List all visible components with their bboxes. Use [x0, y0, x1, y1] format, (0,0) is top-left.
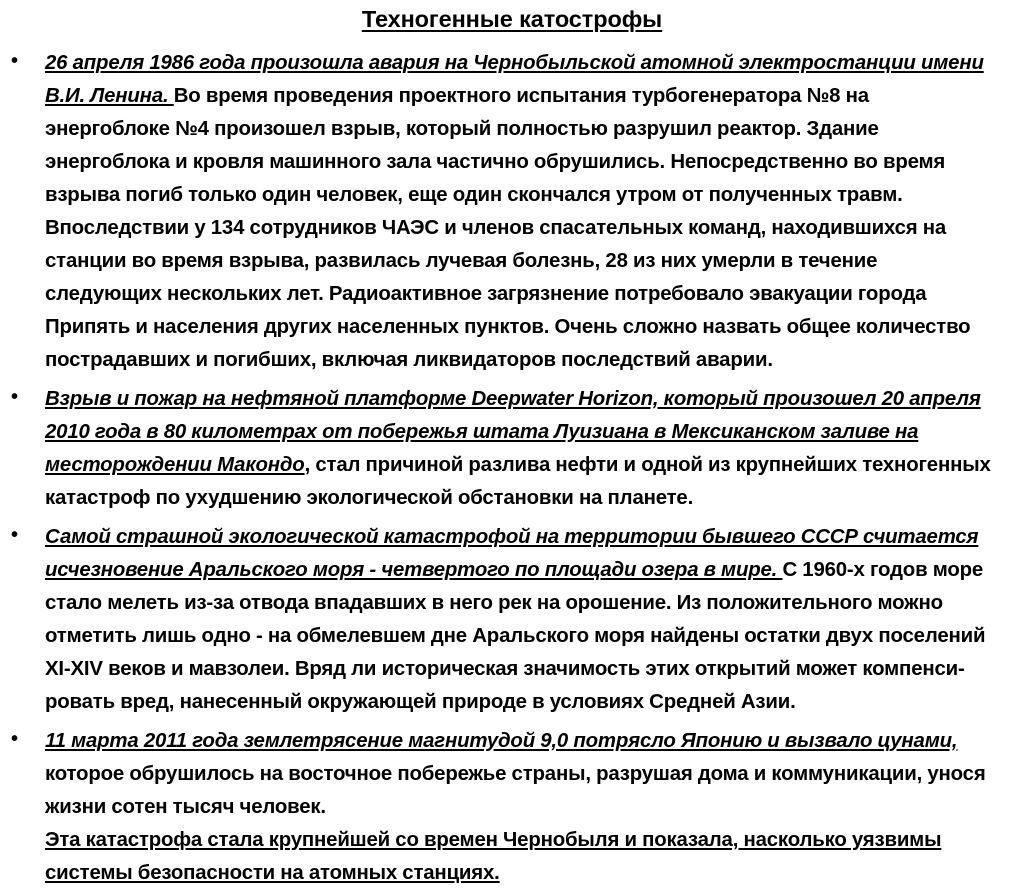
bullet-list [0, 47, 1024, 890]
bullet-lead-text: 11 марта 2011 года землетрясение магнитудой 9,0 потрясло Японию и вызвало цунами, [45, 729, 958, 752]
list-item [0, 47, 1024, 377]
bullet-body-text: Во время проведения проектного испытания турбогенератора №8 на энергоблоке №4 произошел взрыв, который полностью разрушил реактор. Здание энергоблока и кровля машинного зала частично обрушились. Непосредственно во время взрыва погиб только один человек, еще один скончался утром от полученных травм. Впоследствии у 134 сотрудников ЧАЭС и членов спасательных команд, находившихся на станции во время взрыва, развилась лучевая болезнь, 28 из них умерли в течение следующих нескольких лет. Радиоактивное загрязнение потребовало эвакуации города Припять и населения других населенных пунктов. Очень сложно назвать общее количество пострадавших и погибших, включая ликвидаторов последствий аварии. [45, 84, 971, 371]
bullet-lead-text: Взрыв и пожар на нефтяной платформе Deepwater Horizon, который произошел 20 апреля 2010 года в 80 километрах от побережья штата Луизиана в Мексиканском заливе на месторождении Макондо [45, 387, 981, 476]
page-title [0, 0, 1024, 33]
bullet-body-text: С 1960-х годов море стало мелеть из-за отвода впадавших в него рек на орошение. Из положительного можно отметить лишь одно - на обмелевшем дне Аральского моря найдены остатки двух поселений XI-XIV веков и мавзолеи. Вряд ли историческая значимость этих открытий может компенси-ровать вред, нанесенный окружающей природе в условиях Средней Азии. [45, 558, 986, 713]
bullet-body-text: которое обрушилось на восточное побережье страны, разрушая дома и коммуникации, унося жизни сотен тысяч человек. [45, 762, 986, 818]
bullet-body-text: , стал причиной разлива нефти и одной из крупнейших техногенных катастроф по ухудшению экологической обстановки на планете. [45, 453, 991, 509]
bullet-lead-text: Самой страшной экологической катастрофой на территории бывшего СССР считается исчезновение Аральского моря - четвертого по площади озера в мире. [45, 525, 979, 581]
bullet-lead-text: 26 апреля 1986 года произошла авария на Чернобыльской атомной электростанции имени В.И. Ленина. [45, 51, 984, 107]
list-item [0, 383, 1024, 515]
page-title-text: Техногенные катострофы [361, 6, 663, 32]
bullet-tail-text: Эта катастрофа стала крупнейшей со времен Чернобыля и показала, насколько уязвимы системы безопасности на атомных станциях. [45, 828, 942, 884]
list-item [0, 725, 1024, 890]
list-item [0, 521, 1024, 719]
